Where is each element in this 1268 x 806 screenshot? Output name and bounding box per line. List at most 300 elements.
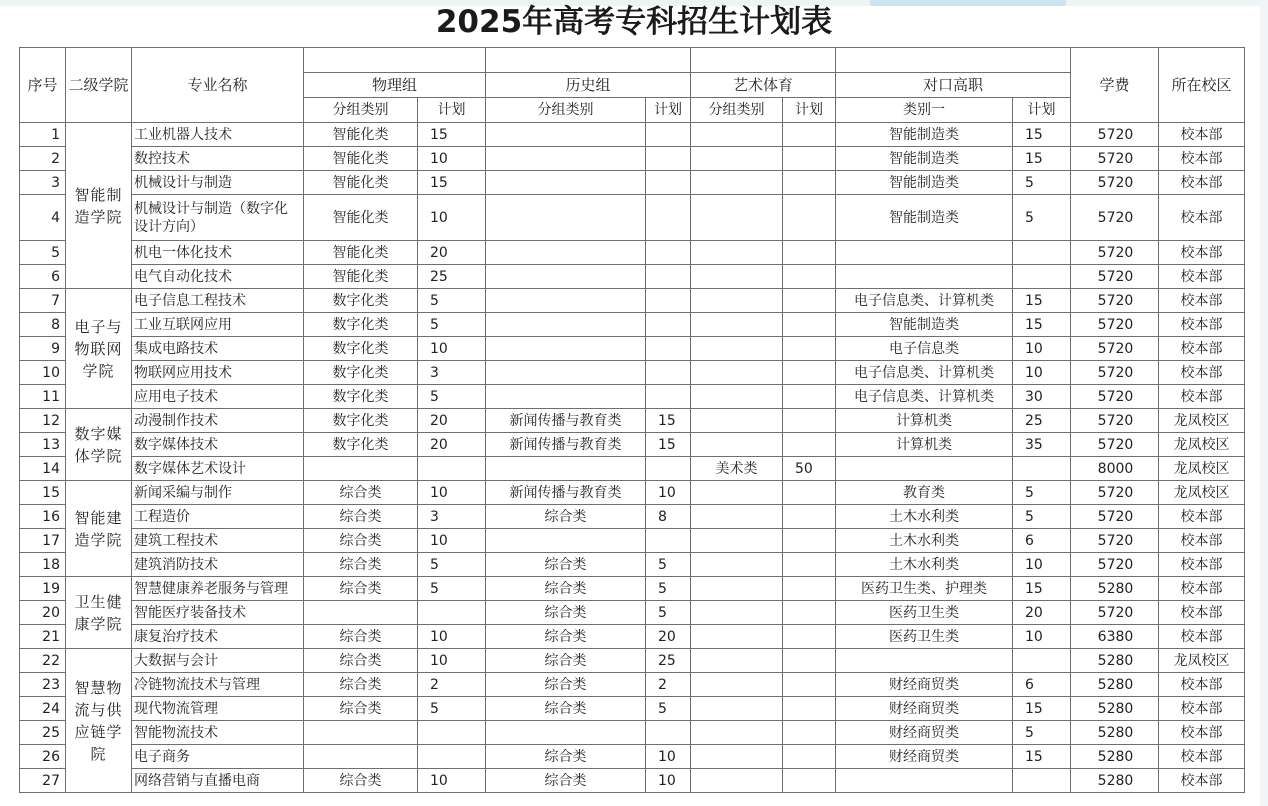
cell-voc-cat: 计算机类	[836, 409, 1013, 433]
cell-campus: 校本部	[1159, 625, 1245, 649]
cell-hist-cat	[486, 289, 646, 313]
cell-campus: 校本部	[1159, 553, 1245, 577]
cell-arts-cat	[691, 577, 783, 601]
cell-hist-cat	[486, 265, 646, 289]
table-row	[20, 409, 1245, 433]
header-fee: 学费	[1071, 48, 1159, 123]
cell-voc-cat: 土木水利类	[836, 505, 1013, 529]
cell-phys-plan: 3	[418, 505, 486, 529]
cell-voc-cat: 电子信息类、计算机类	[836, 385, 1013, 409]
cell-phys-plan: 5	[418, 385, 486, 409]
cell-hist-plan: 2	[646, 673, 691, 697]
cell-phys-plan: 2	[418, 673, 486, 697]
cell-hist-cat	[486, 361, 646, 385]
cell-fee: 8000	[1071, 457, 1159, 481]
table-row	[20, 385, 1245, 409]
cell-arts-cat	[691, 721, 783, 745]
header-history: 历史组	[486, 73, 691, 98]
table-row	[20, 625, 1245, 649]
cell-voc-plan: 25	[1013, 409, 1071, 433]
cell-major: 机械设计与制造（数字化设计方向）	[132, 195, 304, 241]
table-row	[20, 649, 1245, 673]
cell-seq: 21	[20, 625, 66, 649]
cell-arts-cat	[691, 481, 783, 505]
table-row	[20, 601, 1245, 625]
cell-phys-cat: 数字化类	[304, 409, 418, 433]
header-blank-top-3	[691, 48, 836, 73]
cell-hist-plan	[646, 337, 691, 361]
cell-phys-plan	[418, 721, 486, 745]
cell-phys-plan: 15	[418, 171, 486, 195]
cell-hist-cat	[486, 313, 646, 337]
cell-arts-plan	[783, 361, 836, 385]
cell-hist-cat: 综合类	[486, 649, 646, 673]
cell-phys-plan: 15	[418, 123, 486, 147]
cell-voc-cat: 计算机类	[836, 433, 1013, 457]
header-physics: 物理组	[304, 73, 486, 98]
cell-phys-plan: 5	[418, 313, 486, 337]
cell-phys-cat: 综合类	[304, 505, 418, 529]
cell-major: 网络营销与直播电商	[132, 769, 304, 793]
cell-seq: 14	[20, 457, 66, 481]
cell-campus: 校本部	[1159, 265, 1245, 289]
cell-arts-plan	[783, 481, 836, 505]
cell-campus: 校本部	[1159, 337, 1245, 361]
cell-seq: 23	[20, 673, 66, 697]
cell-phys-plan: 20	[418, 433, 486, 457]
cell-phys-cat: 综合类	[304, 649, 418, 673]
cell-fee: 5720	[1071, 123, 1159, 147]
cell-arts-plan	[783, 265, 836, 289]
cell-phys-plan	[418, 457, 486, 481]
header-row-1	[20, 48, 1245, 73]
cell-hist-cat	[486, 337, 646, 361]
cell-voc-plan: 15	[1013, 745, 1071, 769]
cell-major: 机电一体化技术	[132, 241, 304, 265]
cell-arts-plan	[783, 123, 836, 147]
cell-hist-plan	[646, 313, 691, 337]
cell-fee: 5280	[1071, 745, 1159, 769]
cell-voc-cat: 智能制造类	[836, 195, 1013, 241]
cell-hist-plan	[646, 289, 691, 313]
cell-phys-cat: 数字化类	[304, 385, 418, 409]
cell-fee: 5280	[1071, 649, 1159, 673]
cell-phys-plan: 5	[418, 553, 486, 577]
cell-phys-cat: 综合类	[304, 769, 418, 793]
cell-arts-cat	[691, 625, 783, 649]
cell-hist-plan	[646, 147, 691, 171]
cell-phys-cat	[304, 601, 418, 625]
cell-arts-cat	[691, 529, 783, 553]
cell-campus: 校本部	[1159, 147, 1245, 171]
cell-voc-plan: 6	[1013, 673, 1071, 697]
cell-hist-cat: 综合类	[486, 769, 646, 793]
cell-major: 电子信息工程技术	[132, 289, 304, 313]
cell-arts-cat	[691, 673, 783, 697]
cell-hist-cat	[486, 171, 646, 195]
cell-major: 大数据与会计	[132, 649, 304, 673]
cell-phys-cat: 综合类	[304, 529, 418, 553]
cell-seq: 10	[20, 361, 66, 385]
header-phys-cat: 分组类别	[304, 98, 418, 123]
table-row	[20, 697, 1245, 721]
cell-hist-plan	[646, 171, 691, 195]
header-blank-top-4	[836, 48, 1071, 73]
table-row	[20, 241, 1245, 265]
cell-arts-plan	[783, 313, 836, 337]
cell-voc-cat	[836, 769, 1013, 793]
cell-hist-plan: 15	[646, 409, 691, 433]
cell-major: 数字媒体技术	[132, 433, 304, 457]
table-row	[20, 195, 1245, 241]
cell-voc-cat	[836, 649, 1013, 673]
cell-voc-cat: 智能制造类	[836, 123, 1013, 147]
cell-voc-plan	[1013, 241, 1071, 265]
cell-phys-cat: 智能化类	[304, 171, 418, 195]
cell-seq: 26	[20, 745, 66, 769]
cell-arts-plan	[783, 673, 836, 697]
cell-hist-cat: 综合类	[486, 553, 646, 577]
cell-phys-cat: 数字化类	[304, 337, 418, 361]
cell-hist-plan: 5	[646, 577, 691, 601]
header-blank-top	[304, 48, 486, 73]
cell-fee: 5720	[1071, 601, 1159, 625]
cell-arts-plan	[783, 577, 836, 601]
cell-campus: 龙凤校区	[1159, 457, 1245, 481]
cell-voc-cat: 电子信息类、计算机类	[836, 361, 1013, 385]
cell-voc-cat	[836, 241, 1013, 265]
cell-hist-cat	[486, 457, 646, 481]
table-row	[20, 433, 1245, 457]
cell-fee: 5720	[1071, 553, 1159, 577]
cell-hist-plan	[646, 457, 691, 481]
cell-arts-plan	[783, 241, 836, 265]
cell-seq: 22	[20, 649, 66, 673]
cell-campus: 校本部	[1159, 769, 1245, 793]
cell-hist-cat: 新闻传播与教育类	[486, 409, 646, 433]
cell-seq: 19	[20, 577, 66, 601]
cell-arts-cat	[691, 649, 783, 673]
cell-seq: 16	[20, 505, 66, 529]
header-vocational: 对口高职	[836, 73, 1071, 98]
table-row	[20, 265, 1245, 289]
cell-voc-cat: 电子信息类、计算机类	[836, 289, 1013, 313]
cell-fee: 5720	[1071, 433, 1159, 457]
cell-voc-plan: 10	[1013, 553, 1071, 577]
cell-phys-cat: 综合类	[304, 553, 418, 577]
cell-voc-plan: 5	[1013, 195, 1071, 241]
cell-voc-plan: 15	[1013, 313, 1071, 337]
cell-campus: 校本部	[1159, 577, 1245, 601]
cell-phys-plan: 5	[418, 577, 486, 601]
cell-fee: 5720	[1071, 195, 1159, 241]
cell-arts-cat: 美术类	[691, 457, 783, 481]
page-edge	[1260, 0, 1268, 806]
cell-voc-plan: 5	[1013, 721, 1071, 745]
cell-voc-cat: 土木水利类	[836, 553, 1013, 577]
page-title: 2025年高考专科招生计划表	[435, 4, 833, 40]
cell-seq: 15	[20, 481, 66, 505]
cell-major: 智慧健康养老服务与管理	[132, 577, 304, 601]
cell-arts-cat	[691, 289, 783, 313]
cell-arts-cat	[691, 123, 783, 147]
cell-campus: 校本部	[1159, 289, 1245, 313]
cell-phys-cat: 智能化类	[304, 195, 418, 241]
cell-phys-cat: 智能化类	[304, 265, 418, 289]
cell-arts-cat	[691, 171, 783, 195]
cell-major: 数字媒体艺术设计	[132, 457, 304, 481]
cell-arts-cat	[691, 265, 783, 289]
cell-seq: 24	[20, 697, 66, 721]
cell-arts-plan	[783, 171, 836, 195]
cell-campus: 校本部	[1159, 171, 1245, 195]
cell-campus: 校本部	[1159, 361, 1245, 385]
cell-phys-plan: 25	[418, 265, 486, 289]
cell-voc-plan: 20	[1013, 601, 1071, 625]
cell-phys-plan	[418, 601, 486, 625]
cell-arts-cat	[691, 241, 783, 265]
cell-voc-cat: 医药卫生类	[836, 625, 1013, 649]
cell-arts-cat	[691, 385, 783, 409]
cell-seq: 3	[20, 171, 66, 195]
cell-phys-cat: 数字化类	[304, 361, 418, 385]
cell-arts-cat	[691, 553, 783, 577]
cell-hist-cat	[486, 721, 646, 745]
cell-hist-cat: 综合类	[486, 601, 646, 625]
cell-arts-plan	[783, 433, 836, 457]
cell-fee: 5280	[1071, 577, 1159, 601]
cell-voc-plan: 10	[1013, 337, 1071, 361]
cell-voc-plan: 15	[1013, 123, 1071, 147]
cell-voc-plan: 15	[1013, 697, 1071, 721]
cell-hist-plan	[646, 241, 691, 265]
cell-voc-cat	[836, 457, 1013, 481]
cell-phys-plan: 5	[418, 697, 486, 721]
cell-voc-cat: 财经商贸类	[836, 697, 1013, 721]
table-row	[20, 553, 1245, 577]
cell-arts-plan	[783, 337, 836, 361]
cell-hist-cat: 综合类	[486, 697, 646, 721]
cell-arts-plan	[783, 697, 836, 721]
cell-hist-plan	[646, 265, 691, 289]
header-arts-cat: 分组类别	[691, 98, 783, 123]
cell-seq: 25	[20, 721, 66, 745]
college-cell: 智慧物流与供应链学院	[66, 649, 132, 793]
cell-hist-cat: 综合类	[486, 505, 646, 529]
header-arts-plan: 计划	[783, 98, 836, 123]
cell-seq: 1	[20, 123, 66, 147]
cell-voc-cat: 财经商贸类	[836, 745, 1013, 769]
cell-campus: 龙凤校区	[1159, 409, 1245, 433]
enrollment-plan-table	[19, 47, 1245, 793]
cell-seq: 8	[20, 313, 66, 337]
table-row	[20, 505, 1245, 529]
cell-hist-plan: 10	[646, 745, 691, 769]
table-row	[20, 769, 1245, 793]
cell-campus: 龙凤校区	[1159, 433, 1245, 457]
cell-arts-plan	[783, 147, 836, 171]
header-campus: 所在校区	[1159, 48, 1245, 123]
cell-hist-cat: 综合类	[486, 577, 646, 601]
cell-fee: 5720	[1071, 147, 1159, 171]
table-row	[20, 577, 1245, 601]
cell-voc-plan: 30	[1013, 385, 1071, 409]
cell-hist-plan: 5	[646, 553, 691, 577]
cell-fee: 5720	[1071, 505, 1159, 529]
cell-seq: 13	[20, 433, 66, 457]
table-row	[20, 123, 1245, 147]
cell-campus: 校本部	[1159, 505, 1245, 529]
cell-hist-cat	[486, 123, 646, 147]
cell-arts-cat	[691, 147, 783, 171]
college-cell: 数字媒体学院	[66, 409, 132, 481]
cell-fee: 5720	[1071, 289, 1159, 313]
cell-phys-cat	[304, 721, 418, 745]
cell-hist-plan	[646, 385, 691, 409]
cell-hist-cat: 综合类	[486, 673, 646, 697]
cell-voc-plan: 5	[1013, 505, 1071, 529]
table-row	[20, 171, 1245, 195]
cell-voc-cat: 智能制造类	[836, 313, 1013, 337]
table-row	[20, 337, 1245, 361]
cell-seq: 18	[20, 553, 66, 577]
header-voc-cat: 类别一	[836, 98, 1013, 123]
cell-major: 智能物流技术	[132, 721, 304, 745]
college-cell: 智能制造学院	[66, 123, 132, 289]
cell-voc-cat: 智能制造类	[836, 171, 1013, 195]
cell-hist-cat: 新闻传播与教育类	[486, 433, 646, 457]
cell-fee: 5720	[1071, 409, 1159, 433]
cell-arts-cat	[691, 409, 783, 433]
cell-voc-plan	[1013, 265, 1071, 289]
cell-hist-plan: 20	[646, 625, 691, 649]
cell-phys-cat: 数字化类	[304, 313, 418, 337]
cell-campus: 校本部	[1159, 313, 1245, 337]
cell-campus: 校本部	[1159, 721, 1245, 745]
cell-phys-plan: 3	[418, 361, 486, 385]
cell-campus: 龙凤校区	[1159, 481, 1245, 505]
cell-seq: 6	[20, 265, 66, 289]
cell-arts-cat	[691, 337, 783, 361]
cell-fee: 6380	[1071, 625, 1159, 649]
cell-phys-plan: 10	[418, 769, 486, 793]
table-row	[20, 745, 1245, 769]
cell-voc-plan: 15	[1013, 147, 1071, 171]
cell-fee: 5720	[1071, 529, 1159, 553]
cell-arts-plan	[783, 505, 836, 529]
cell-arts-plan	[783, 529, 836, 553]
cell-major: 建筑工程技术	[132, 529, 304, 553]
cell-hist-plan: 25	[646, 649, 691, 673]
cell-phys-plan: 10	[418, 147, 486, 171]
cell-voc-plan	[1013, 649, 1071, 673]
cell-hist-plan: 10	[646, 481, 691, 505]
cell-voc-plan: 5	[1013, 171, 1071, 195]
cell-arts-plan	[783, 649, 836, 673]
cell-voc-cat: 土木水利类	[836, 529, 1013, 553]
cell-hist-plan	[646, 529, 691, 553]
cell-hist-cat	[486, 385, 646, 409]
cell-hist-plan: 10	[646, 769, 691, 793]
cell-arts-plan	[783, 601, 836, 625]
table-row	[20, 361, 1245, 385]
cell-arts-cat	[691, 433, 783, 457]
cell-phys-cat: 智能化类	[304, 147, 418, 171]
cell-seq: 20	[20, 601, 66, 625]
cell-hist-cat	[486, 241, 646, 265]
cell-phys-cat: 综合类	[304, 577, 418, 601]
cell-campus: 校本部	[1159, 601, 1245, 625]
header-college: 二级学院	[66, 48, 132, 123]
cell-major: 物联网应用技术	[132, 361, 304, 385]
cell-hist-plan: 5	[646, 697, 691, 721]
college-cell: 卫生健康学院	[66, 577, 132, 649]
cell-fee: 5720	[1071, 241, 1159, 265]
cell-arts-cat	[691, 769, 783, 793]
cell-phys-cat	[304, 457, 418, 481]
cell-arts-plan	[783, 625, 836, 649]
cell-arts-cat	[691, 697, 783, 721]
table-row	[20, 147, 1245, 171]
cell-voc-plan: 10	[1013, 361, 1071, 385]
cell-fee: 5720	[1071, 337, 1159, 361]
cell-arts-cat	[691, 601, 783, 625]
cell-phys-plan: 10	[418, 649, 486, 673]
cell-major: 新闻采编与制作	[132, 481, 304, 505]
table-row	[20, 457, 1245, 481]
cell-seq: 7	[20, 289, 66, 313]
cell-phys-plan: 10	[418, 529, 486, 553]
cell-arts-plan	[783, 769, 836, 793]
college-cell: 智能建造学院	[66, 481, 132, 577]
table-row	[20, 313, 1245, 337]
cell-major: 动漫制作技术	[132, 409, 304, 433]
header-voc-plan: 计划	[1013, 98, 1071, 123]
cell-voc-plan	[1013, 457, 1071, 481]
cell-major: 集成电路技术	[132, 337, 304, 361]
cell-hist-plan: 8	[646, 505, 691, 529]
cell-major: 智能医疗装备技术	[132, 601, 304, 625]
cell-arts-plan	[783, 721, 836, 745]
cell-hist-plan	[646, 123, 691, 147]
cell-campus: 校本部	[1159, 123, 1245, 147]
cell-major: 冷链物流技术与管理	[132, 673, 304, 697]
cell-phys-plan: 10	[418, 481, 486, 505]
cell-phys-cat: 综合类	[304, 625, 418, 649]
cell-arts-cat	[691, 195, 783, 241]
cell-voc-plan: 35	[1013, 433, 1071, 457]
cell-voc-cat: 智能制造类	[836, 147, 1013, 171]
cell-arts-cat	[691, 505, 783, 529]
cell-seq: 4	[20, 195, 66, 241]
college-cell: 电子与物联网学院	[66, 289, 132, 409]
cell-voc-cat	[836, 265, 1013, 289]
cell-phys-cat: 数字化类	[304, 289, 418, 313]
cell-seq: 11	[20, 385, 66, 409]
cell-campus: 龙凤校区	[1159, 649, 1245, 673]
cell-fee: 5720	[1071, 361, 1159, 385]
cell-arts-plan	[783, 289, 836, 313]
cell-hist-plan: 5	[646, 601, 691, 625]
cell-hist-cat: 综合类	[486, 625, 646, 649]
table-row	[20, 721, 1245, 745]
cell-phys-cat: 综合类	[304, 673, 418, 697]
cell-voc-plan: 6	[1013, 529, 1071, 553]
header-hist-plan: 计划	[646, 98, 691, 123]
cell-fee: 5720	[1071, 481, 1159, 505]
cell-voc-cat: 医药卫生类	[836, 601, 1013, 625]
cell-major: 应用电子技术	[132, 385, 304, 409]
